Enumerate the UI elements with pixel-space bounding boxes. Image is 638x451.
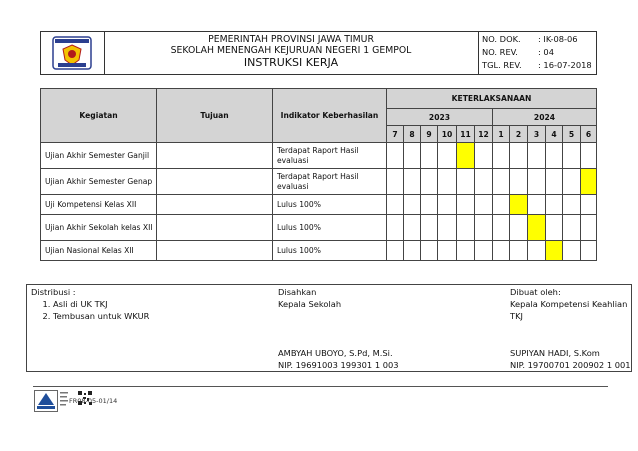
doc-revision-label: NO. REV. [482, 47, 518, 57]
month-header: 9 [421, 126, 438, 143]
table-row [41, 195, 597, 215]
month-cell [493, 169, 510, 195]
doc-revision-date-label: TGL. REV. [482, 60, 522, 70]
schedule-rows [41, 143, 597, 261]
approved-signatory [278, 347, 399, 371]
form-code: FR08-05-01/14 [69, 397, 118, 405]
month-cell [404, 241, 421, 261]
month-cell [387, 241, 404, 261]
month-cell [387, 215, 404, 241]
doc-number-row [482, 34, 578, 44]
doc-revision-date-row [482, 60, 592, 70]
month-cell [404, 143, 421, 169]
month-cell [387, 143, 404, 169]
cell-indikator: Lulus 100% [273, 195, 387, 215]
header-kegiatan: Kegiatan [41, 89, 157, 143]
month-cell [563, 143, 581, 169]
cell-kegiatan: Ujian Akhir Sekolah kelas XII [41, 215, 157, 241]
month-cell [493, 215, 510, 241]
school-emblem-icon [52, 36, 92, 70]
month-cell [457, 241, 475, 261]
month-cell [457, 215, 475, 241]
prepared-nip: NIP. 19700701 200902 1 001 [510, 360, 631, 370]
month-header: 7 [387, 126, 404, 143]
table-row [41, 143, 597, 169]
header-year-2023: 2023 [387, 109, 493, 126]
cell-kegiatan: Uji Kompetensi Kelas XII [41, 195, 157, 215]
prepared-block [510, 286, 631, 322]
scheduled-month-cell [457, 143, 475, 169]
scheduled-month-cell [546, 241, 563, 261]
scheduled-month-cell [510, 195, 528, 215]
month-cell [581, 241, 597, 261]
month-header: 11 [457, 126, 475, 143]
document-title: INSTRUKSI KERJA [243, 56, 339, 69]
approved-name: AMBYAH UBOYO, S.Pd, M.Si. [278, 348, 393, 358]
month-cell [438, 241, 457, 261]
month-cell [438, 215, 457, 241]
month-cell [563, 169, 581, 195]
cell-tujuan [157, 143, 273, 169]
month-cell [510, 241, 528, 261]
month-cell [438, 195, 457, 215]
month-cell [457, 195, 475, 215]
month-cell [528, 195, 546, 215]
month-cell [581, 215, 597, 241]
month-cell [475, 169, 493, 195]
footer-divider [33, 386, 608, 387]
scheduled-month-cell [528, 215, 546, 241]
month-cell [421, 241, 438, 261]
doc-revision-row [482, 47, 554, 57]
month-cell [528, 169, 546, 195]
document-header [40, 31, 597, 75]
month-cell [438, 169, 457, 195]
table-row [41, 215, 597, 241]
month-cell [581, 195, 597, 215]
month-cell [528, 143, 546, 169]
government-name: PEMERINTAH PROVINSI JAWA TIMUR [208, 34, 374, 45]
month-cell [457, 169, 475, 195]
month-header: 10 [438, 126, 457, 143]
certification-mark-icon [34, 390, 58, 412]
month-cell [528, 241, 546, 261]
header-keterlaksanaan: KETERLAKSANAAN [387, 89, 597, 109]
month-cell [546, 169, 563, 195]
cell-kegiatan: Ujian Akhir Semester Genap [41, 169, 157, 195]
month-cell [404, 195, 421, 215]
month-cell [404, 215, 421, 241]
month-cell [510, 169, 528, 195]
month-header: 8 [404, 126, 421, 143]
doc-number-label: NO. DOK. [482, 34, 521, 44]
month-header: 4 [546, 126, 563, 143]
header-year-2024: 2024 [493, 109, 597, 126]
distribution-item: 1. Asli di UK TKJ [53, 298, 149, 310]
cell-indikator: Terdapat Raport Hasil evaluasi [273, 169, 387, 195]
month-cell [421, 143, 438, 169]
prepared-role: Kepala Kompetensi Keahlian TKJ [510, 299, 628, 321]
month-cell [546, 195, 563, 215]
approved-nip: NIP. 19691003 199301 1 003 [278, 360, 399, 370]
month-cell [493, 241, 510, 261]
cell-indikator: Terdapat Raport Hasil evaluasi [273, 143, 387, 169]
month-header: 6 [581, 126, 597, 143]
month-cell [581, 143, 597, 169]
month-cell [421, 215, 438, 241]
schedule-table [40, 88, 597, 261]
cell-tujuan [157, 195, 273, 215]
doc-number-value: : IK-08-06 [538, 34, 578, 44]
distribution-block [31, 286, 149, 322]
month-cell [475, 195, 493, 215]
month-cell [475, 241, 493, 261]
month-cell [546, 143, 563, 169]
approved-role: Kepala Sekolah [278, 299, 342, 309]
document-info-cell [478, 32, 596, 74]
month-cell [404, 169, 421, 195]
month-cell [475, 143, 493, 169]
doc-revision-value: : 04 [538, 47, 554, 57]
month-cell [510, 215, 528, 241]
month-cell [438, 143, 457, 169]
month-cell [387, 169, 404, 195]
month-header: 3 [528, 126, 546, 143]
month-header: 12 [475, 126, 493, 143]
distribution-list [31, 298, 149, 322]
header-title-cell [104, 32, 479, 74]
doc-revision-date-value: : 16-07-2018 [538, 60, 592, 70]
month-cell [510, 143, 528, 169]
header-tujuan: Tujuan [157, 89, 273, 143]
month-cell [421, 169, 438, 195]
school-name: SEKOLAH MENENGAH KEJURUAN NEGERI 1 GEMPOL [170, 45, 412, 56]
prepared-name: SUPIYAN HADI, S.Kom [510, 348, 600, 358]
month-cell [421, 195, 438, 215]
month-cell [493, 195, 510, 215]
approved-label: Disahkan [278, 287, 317, 297]
table-row [41, 241, 597, 261]
distribution-item: 2. Tembusan untuk WKUR [53, 310, 149, 322]
cell-tujuan [157, 169, 273, 195]
cell-indikator: Lulus 100% [273, 241, 387, 261]
month-cell [563, 241, 581, 261]
month-cell [546, 215, 563, 241]
approved-block [278, 286, 341, 310]
month-cell [563, 215, 581, 241]
logo-cell [41, 32, 105, 74]
header-indikator: Indikator Keberhasilan [273, 89, 387, 143]
cell-indikator: Lulus 100% [273, 215, 387, 241]
month-cell [475, 215, 493, 241]
month-cell [387, 195, 404, 215]
scheduled-month-cell [581, 169, 597, 195]
cell-kegiatan: Ujian Akhir Semester Ganjil [41, 143, 157, 169]
month-header: 2 [510, 126, 528, 143]
month-cell [563, 195, 581, 215]
table-row [41, 169, 597, 195]
month-header: 5 [563, 126, 581, 143]
cell-tujuan [157, 215, 273, 241]
certification-text-icon [60, 391, 68, 409]
month-header: 1 [493, 126, 510, 143]
signature-box [26, 284, 632, 372]
distribution-label: Distribusi : [31, 287, 76, 297]
month-cell [493, 143, 510, 169]
cell-kegiatan: Ujian Nasional Kelas XII [41, 241, 157, 261]
prepared-label: Dibuat oleh: [510, 287, 561, 297]
cell-tujuan [157, 241, 273, 261]
prepared-signatory [510, 347, 631, 371]
